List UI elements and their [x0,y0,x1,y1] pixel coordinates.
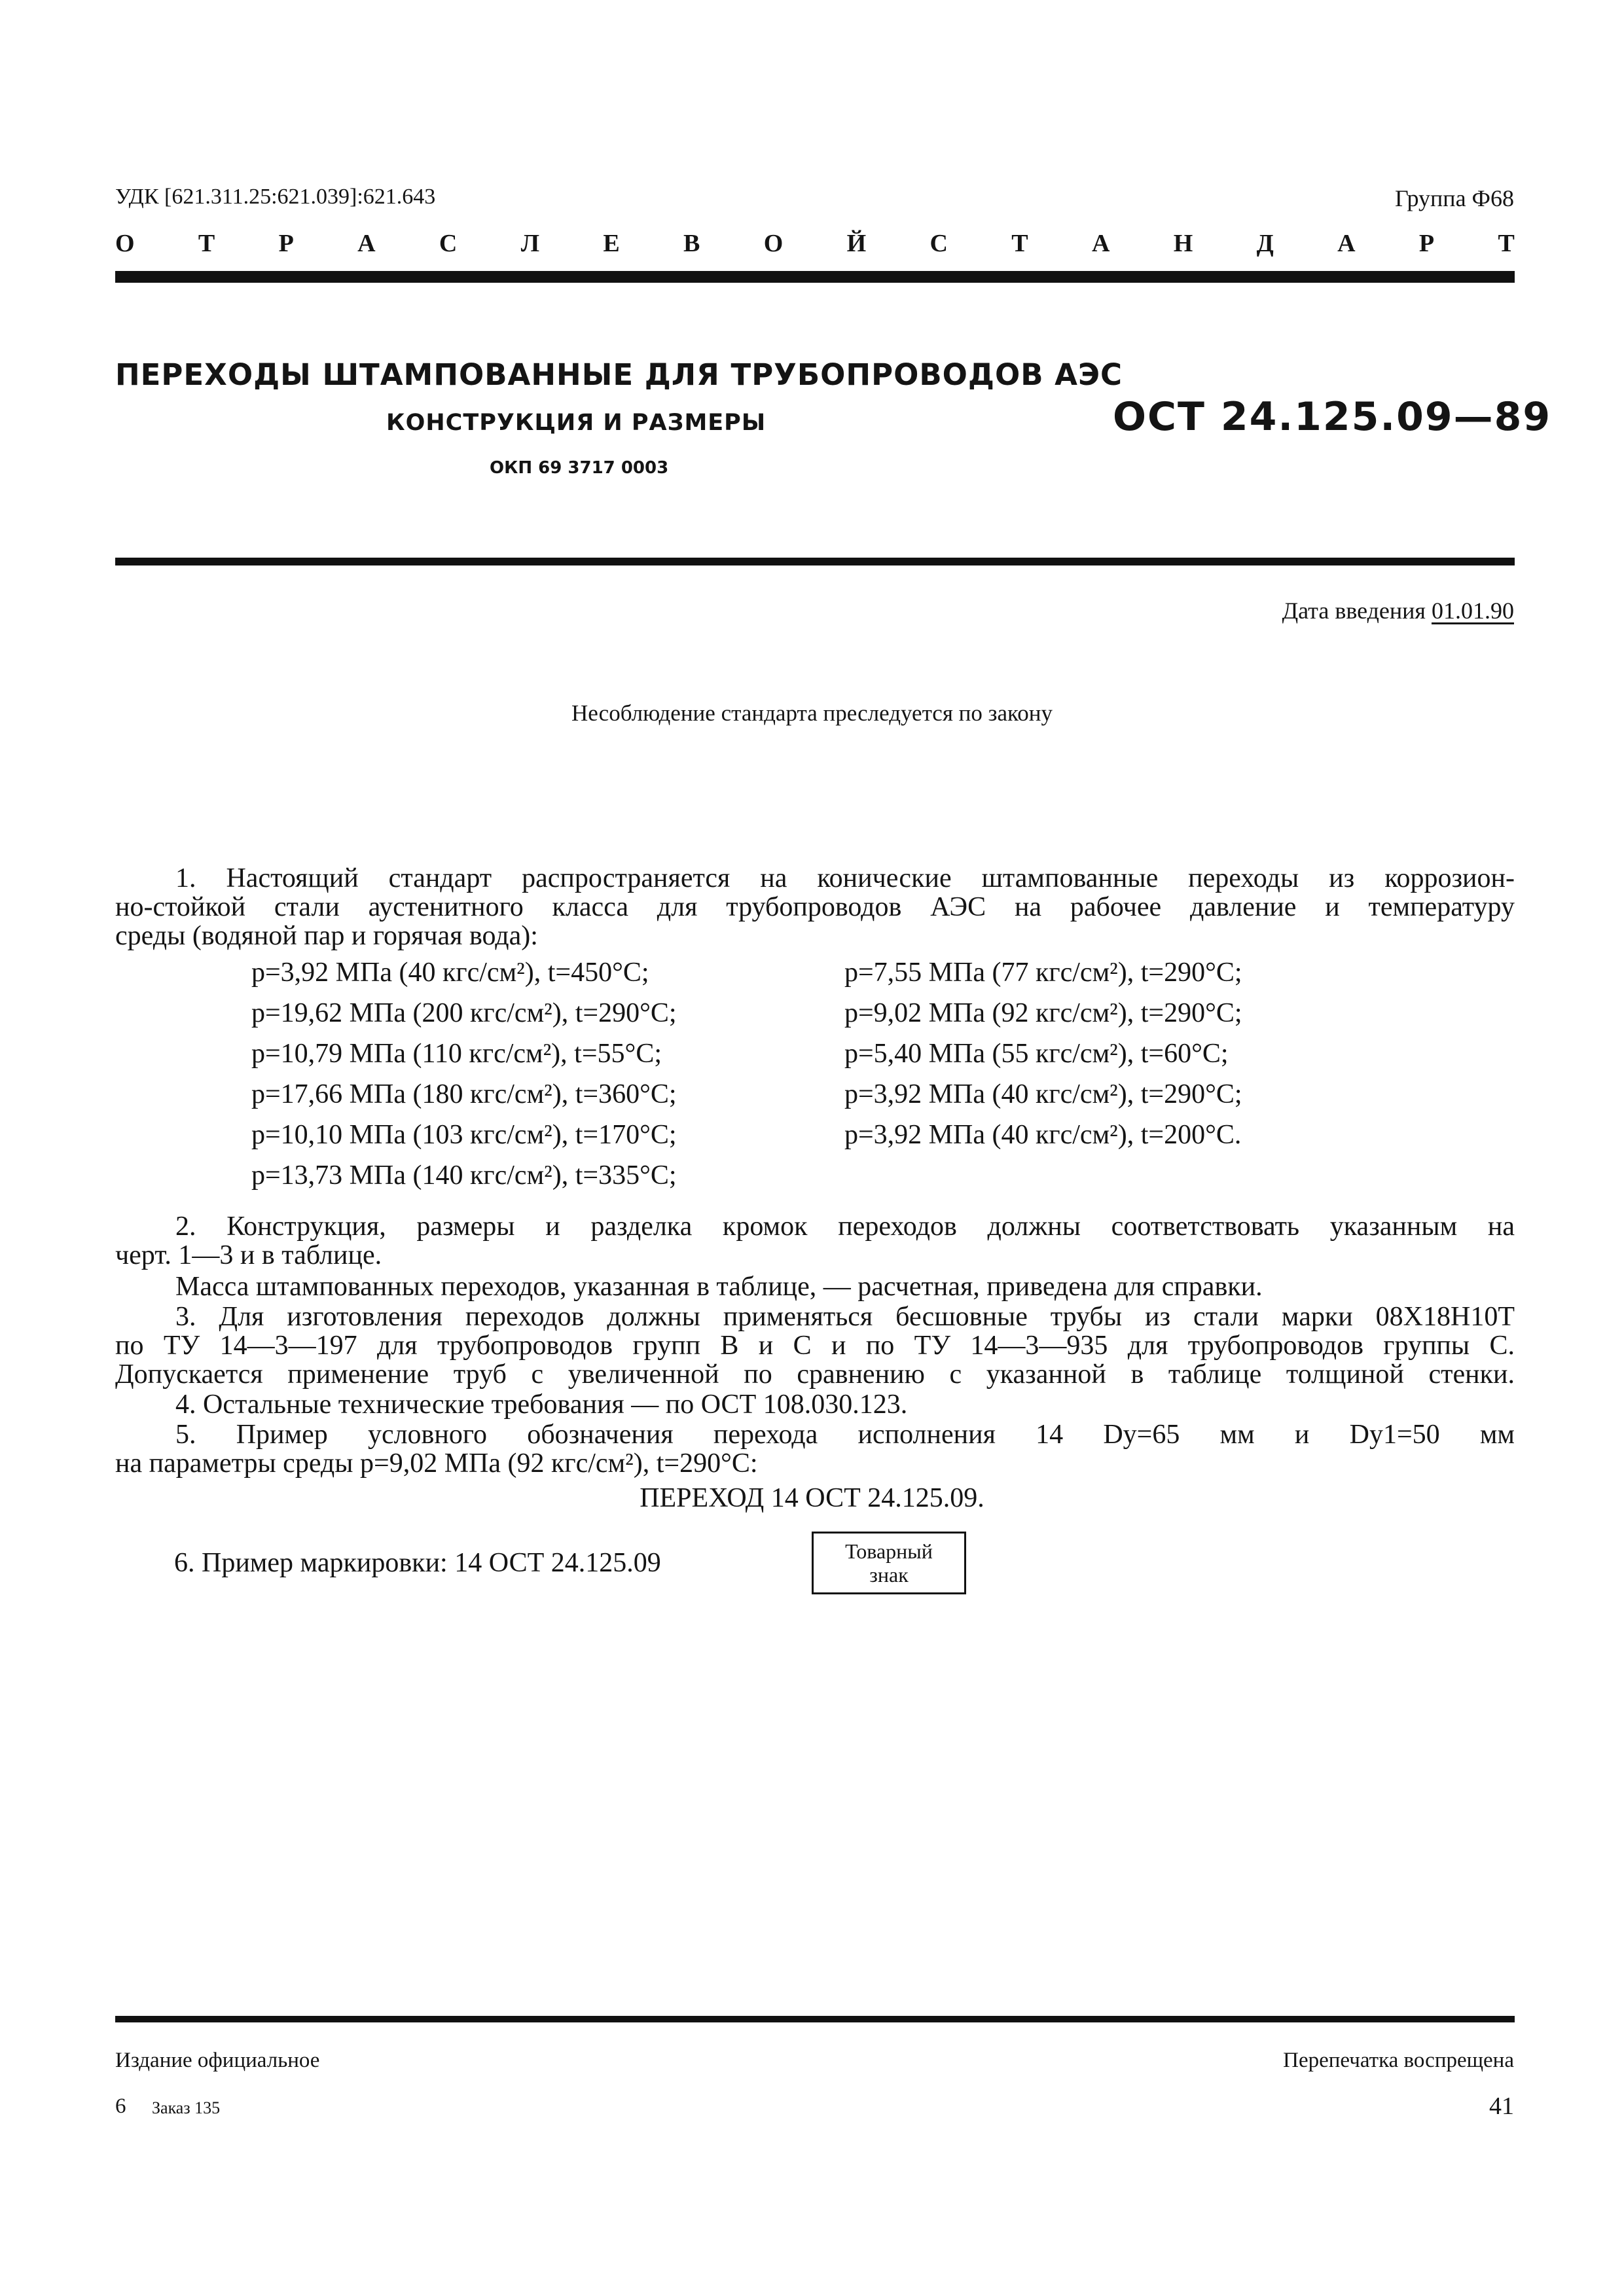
okp-code: ОКП 69 3717 0003 [490,458,669,478]
banner-letter: О [115,230,135,257]
date-label: Дата введения [1282,598,1426,624]
paragraph-2-line-2: черт. 1—3 и в таблице. [115,1240,382,1270]
paragraph-5-line-2: на параметры среды p=9,02 МПа (92 кгс/см²), t=290°С: [115,1448,758,1479]
trademark-box [812,1532,966,1594]
condition-right: p=3,92 МПа (40 кгс/см²), t=290°С; [844,1079,1242,1109]
reprint-note: Перепечатка воспрещена [1283,2049,1514,2072]
paragraph-3-line-3: Допускается применение труб с увеличенной по сравнению с указанной в таблице толщиной стенки. [115,1359,1515,1390]
title-rule [115,558,1515,565]
trademark-box-top-line [814,1532,964,1534]
banner-letter: Т [198,230,215,257]
condition-right: p=3,92 МПа (40 кгс/см²), t=200°С. [844,1120,1242,1150]
sheet-number: 6 [115,2094,126,2118]
condition-right: p=7,55 МПа (77 кгс/см²), t=290°С; [844,958,1242,988]
paragraph-3-line-1: 3. Для изготовления переходов должны применяться бесшовные трубы из стали марки 08Х18Н10Т [175,1302,1515,1332]
introduction-date [1282,597,1514,624]
banner-letter: О [763,230,784,257]
banner-letter: Й [846,230,867,257]
condition-right: p=9,02 МПа (92 кгс/см²), t=290°С; [844,998,1242,1028]
footer-rule [115,2016,1515,2022]
document-subtitle: КОНСТРУКЦИЯ И РАЗМЕРЫ [386,410,767,436]
paragraph-1-line-1: 1. Настоящий стандарт распространяется на конические штампованные переходы из коррозион- [175,863,1515,893]
standard-code: ОСТ 24.125.09—89 [1113,394,1552,440]
banner-letter: С [439,230,458,257]
paragraph-2-mass-note: Масса штампованных переходов, указанная в таблице, — расчетная, приведена для справки. [175,1272,1263,1302]
trademark-label-line-1: Товарный [845,1539,933,1563]
banner-letter: А [1337,230,1356,257]
condition-left: p=17,66 МПа (180 кгс/см²), t=360°С; [251,1079,677,1109]
banner-letter: Л [520,230,540,257]
banner-letter: Д [1256,230,1274,257]
paragraph-3-line-2: по ТУ 14—3—197 для трубопроводов групп В и С и по ТУ 14—3—935 для трубопроводов группы С. [115,1331,1515,1361]
document-title: ПЕРЕХОДЫ ШТАМПОВАННЫЕ ДЛЯ ТРУБОПРОВОДОВ АЭС [115,357,1123,392]
banner-letter: Р [1418,230,1435,257]
header-rule [115,271,1515,283]
condition-left: p=10,79 МПа (110 кгс/см²), t=55°С; [251,1039,662,1069]
condition-left: p=13,73 МПа (140 кгс/см²), t=335°С; [251,1160,677,1191]
condition-left: p=3,92 МПа (40 кгс/см²), t=450°С; [251,958,649,988]
order-number: Заказ 135 [152,2098,221,2117]
legal-warning: Несоблюдение стандарта преследуется по закону [571,700,1053,726]
paragraph-6-marking-example: 6. Пример маркировки: 14 ОСТ 24.125.09 [174,1548,661,1578]
condition-right: p=5,40 МПа (55 кгс/см²), t=60°С; [844,1039,1229,1069]
banner-letter: Т [1498,230,1515,257]
banner-letter: А [1091,230,1110,257]
banner-letter: Р [278,230,294,257]
standard-type-banner [115,229,1515,258]
banner-letter: А [357,230,376,257]
paragraph-1-line-2: но-стойкой стали аустенитного класса для трубопроводов АЭС на рабочее давление и температуру [115,892,1515,922]
banner-letter: В [683,230,700,257]
date-value: 01.01.90 [1432,598,1514,624]
condition-left: p=10,10 МПа (103 кгс/см²), t=170°С; [251,1120,677,1150]
trademark-box-bottom-line [814,1592,964,1594]
udk-code: УДК [621.311.25:621.039]:621.643 [115,185,436,209]
banner-letter: Н [1173,230,1193,257]
edition-note: Издание официальное [115,2049,320,2072]
group-code: Группа Ф68 [1394,185,1514,211]
designation-example: ПЕРЕХОД 14 ОСТ 24.125.09. [640,1483,984,1513]
paragraph-2-line-1: 2. Конструкция, размеры и разделка кромок переходов должны соответствовать указанным на [175,1211,1515,1242]
condition-left: p=19,62 МПа (200 кгс/см²), t=290°С; [251,998,677,1028]
page-number: 41 [1489,2092,1514,2120]
trademark-label-line-2: знак [869,1563,909,1587]
paragraph-5-line-1: 5. Пример условного обозначения перехода исполнения 14 Dу=65 мм и Dу1=50 мм [175,1420,1515,1450]
paragraph-4: 4. Остальные технические требования — по ОСТ 108.030.123. [175,1390,908,1420]
banner-letter: Т [1011,230,1028,257]
banner-letter: Е [603,230,620,257]
banner-letter: С [929,230,948,257]
paragraph-1-line-3: среды (водяной пар и горячая вода): [115,921,538,951]
